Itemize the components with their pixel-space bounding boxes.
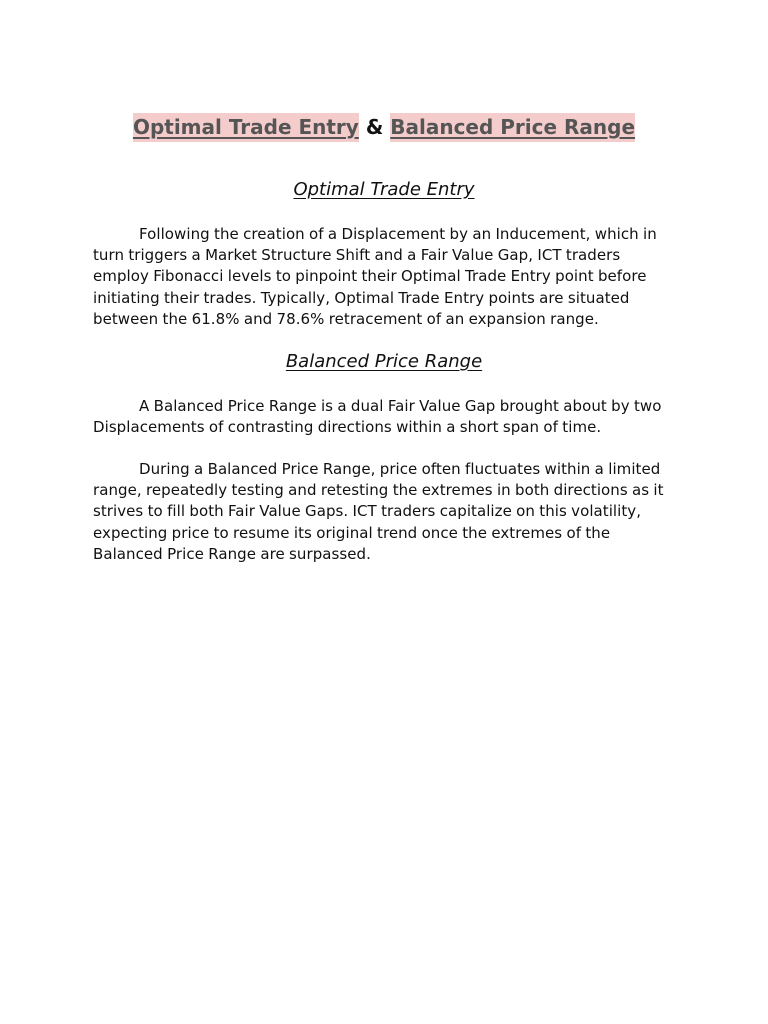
section-heading-optimal-trade-entry: Optimal Trade Entry	[293, 179, 475, 200]
title-balanced-price-range: Balanced Price Range	[390, 115, 636, 139]
title-highlight-1	[133, 113, 359, 142]
title-highlight-2	[390, 113, 635, 142]
document-title	[0, 112, 768, 142]
section-heading-balanced-price-range: Balanced Price Range	[285, 351, 483, 372]
paragraph-bpr-definition: A Balanced Price Range is a dual Fair Value Gap brought about by two Displacements of contrasting directions within a short span of time.	[93, 397, 662, 437]
title-optimal-trade-entry: Optimal Trade Entry	[132, 115, 359, 139]
paragraph-optimal-trade-entry: Following the creation of a Displacement by an Inducement, which in turn triggers a Market Structure Shift and a Fair Value Gap, ICT traders employ Fibonacci levels to pinpoint their Optimal Trade Entry point before initiating their trades. Typically, Optimal Trade Entry points are situated between the 61.8% and 78.6% retracement of an expansion range.	[93, 225, 657, 328]
title-ampersand: &	[365, 115, 384, 139]
paragraph-bpr-behavior: During a Balanced Price Range, price often fluctuates within a limited range, repeatedly testing and retesting the extremes in both directions as it strives to fill both Fair Value Gaps. ICT traders capitalize on this volatility, expecting price to resume its original trend once the extremes of the Balanced Price Range are surpassed.	[93, 460, 664, 563]
